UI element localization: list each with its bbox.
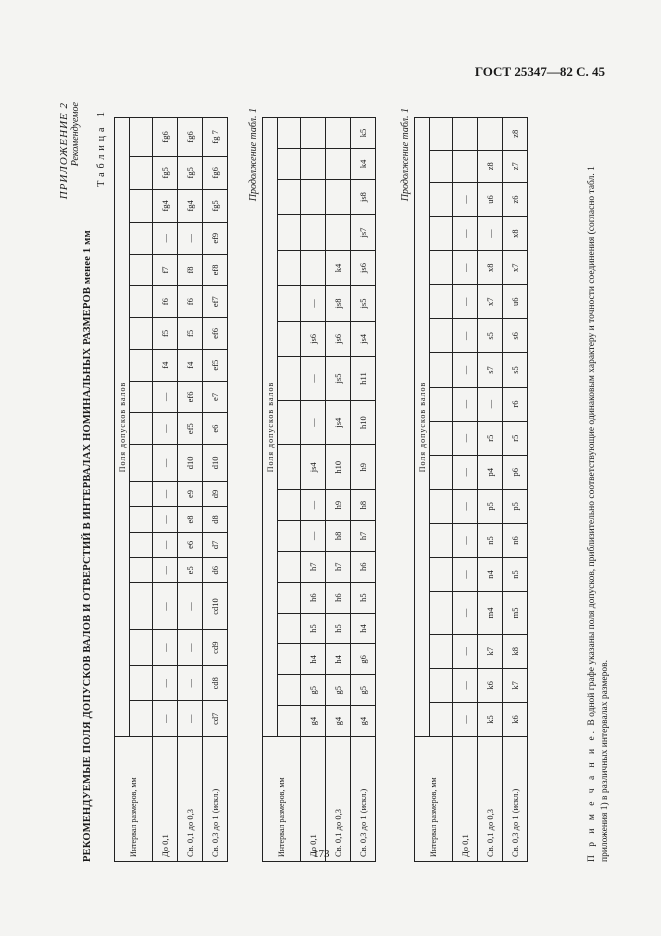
- subcolumn-header: [278, 445, 301, 490]
- tolerance-cell: f5: [153, 318, 178, 350]
- tolerance-cell: f4: [153, 349, 178, 381]
- subcolumn-header: [130, 701, 153, 737]
- tolerance-cell: js4: [326, 400, 351, 445]
- subcolumn-header: [130, 286, 153, 318]
- subcolumn-header: [278, 613, 301, 644]
- tolerance-cell: p4: [478, 455, 503, 489]
- tolerance-cell: —: [453, 421, 478, 455]
- tolerance-cell: [301, 118, 326, 149]
- subcolumn-header: [430, 455, 453, 489]
- tolerance-cell: fg5: [178, 156, 203, 189]
- tolerance-cell: —: [153, 481, 178, 506]
- tolerance-cell: —: [453, 217, 478, 251]
- tolerance-cell: —: [453, 319, 478, 353]
- subcolumn-header: [130, 445, 153, 482]
- gost-header: ГОСТ 25347—82 С. 45: [474, 64, 605, 79]
- tolerance-cell: d7: [203, 532, 228, 557]
- tolerance-cell: —: [153, 381, 178, 413]
- tolerance-cell: —: [301, 400, 326, 445]
- tolerance-cell: js5: [326, 357, 351, 401]
- subcolumn-header: [430, 634, 453, 668]
- table-1: [114, 117, 228, 862]
- tolerance-cell: —: [178, 222, 203, 254]
- subcolumn-header: [130, 349, 153, 381]
- appendix-block: [58, 102, 82, 199]
- tolerance-cell: —: [453, 634, 478, 668]
- tolerance-cell: —: [478, 217, 503, 251]
- tolerance-cell: n5: [478, 523, 503, 557]
- size-interval-header: Интервал размеров, мм: [415, 737, 453, 862]
- subcolumn-header: [278, 520, 301, 551]
- tolerance-cell: z8: [478, 150, 503, 182]
- tolerance-cell: —: [453, 285, 478, 319]
- tolerance-cell: h7: [351, 520, 376, 551]
- subcolumn-header: [130, 381, 153, 413]
- tolerance-cell: n4: [478, 558, 503, 592]
- subcolumn-header: [278, 179, 301, 214]
- tolerance-cell: [478, 118, 503, 151]
- subcolumn-header: [278, 250, 301, 285]
- subcolumn-header: [430, 182, 453, 216]
- subcolumn-header: [278, 148, 301, 179]
- tolerance-cell: fg6: [153, 118, 178, 157]
- tolerance-cell: h6: [326, 582, 351, 613]
- tolerance-cell: z7: [503, 150, 528, 182]
- subcolumn-header: [130, 583, 153, 630]
- row-label: Св. 0,3 до 1 (искл.): [351, 737, 376, 862]
- tolerance-cell: f7: [153, 254, 178, 286]
- tolerance-cell: p5: [503, 489, 528, 523]
- tolerance-cell: —: [153, 583, 178, 630]
- tolerance-cell: —: [453, 455, 478, 489]
- tolerance-cell: g4: [326, 706, 351, 737]
- tolerance-cell: cd7: [203, 701, 228, 737]
- tolerance-cell: h6: [351, 551, 376, 582]
- tolerance-cell: —: [478, 387, 503, 421]
- tolerance-cell: [326, 215, 351, 250]
- tolerance-cell: js4: [351, 321, 376, 356]
- row-label: Св. 0,1 до 0,3: [178, 737, 203, 862]
- size-interval-header: Интервал размеров, мм: [263, 737, 301, 862]
- tolerance-cell: g6: [351, 644, 376, 675]
- table-row: [326, 118, 351, 862]
- subcolumn-header: [430, 319, 453, 353]
- tolerance-cell: d6: [203, 558, 228, 583]
- tolerance-cell: fg4: [153, 189, 178, 222]
- tolerance-cell: x8: [503, 217, 528, 251]
- tolerance-cell: h10: [351, 400, 376, 445]
- tolerance-cell: u6: [478, 182, 503, 216]
- subcolumn-header: [430, 217, 453, 251]
- continuation-label-2: Продолжение табл. 1: [400, 108, 411, 202]
- tolerance-cell: z8: [503, 118, 528, 151]
- main-title: РЕКОМЕНДУЕМЫЕ ПОЛЯ ДОПУСКОВ ВАЛОВ И ОТВЕРСТИЙ В ИНТЕРВАЛАХ НОМИНАЛЬНЫХ РАЗМЕРОВ менее 1 мм: [82, 230, 93, 862]
- tolerance-cell: h5: [326, 613, 351, 644]
- tolerance-cell: —: [301, 520, 326, 551]
- tolerance-cell: x7: [478, 285, 503, 319]
- tolerance-cell: ef5: [203, 349, 228, 381]
- subcolumn-header: [430, 387, 453, 421]
- tolerance-cell: [326, 179, 351, 214]
- appendix-title: ПРИЛОЖЕНИЕ 2: [58, 102, 70, 200]
- tolerance-cell: [326, 148, 351, 179]
- tolerance-cell: —: [301, 286, 326, 321]
- tolerance-cell: k4: [351, 148, 376, 179]
- tolerance-cell: —: [301, 490, 326, 521]
- subcolumn-header: [278, 706, 301, 737]
- tolerance-cell: —: [453, 387, 478, 421]
- subcolumn-header: [278, 118, 301, 149]
- tolerance-cell: x8: [478, 251, 503, 285]
- tolerance-cell: e6: [178, 532, 203, 557]
- tolerance-cell: —: [178, 701, 203, 737]
- tolerance-cell: e6: [203, 413, 228, 445]
- tolerance-cell: g4: [301, 706, 326, 737]
- tolerance-cell: s5: [503, 353, 528, 387]
- subcolumn-header: [430, 150, 453, 182]
- tolerance-cell: p6: [503, 455, 528, 489]
- subcolumn-header: [130, 507, 153, 532]
- tolerance-cell: h4: [301, 644, 326, 675]
- tolerance-cell: k5: [478, 702, 503, 736]
- subcolumn-header: [430, 668, 453, 702]
- continuation-label-1: Продолжение табл. 1: [248, 108, 259, 202]
- subcolumn-header: [130, 318, 153, 350]
- tolerance-cell: —: [453, 353, 478, 387]
- row-label: Св. 0,1 до 0,3: [478, 737, 503, 862]
- size-interval-header: Интервал размеров, мм: [115, 737, 153, 862]
- appendix-subtitle: Рекомендуемое: [70, 102, 81, 167]
- tolerance-cell: [301, 215, 326, 250]
- row-label: Св. 0,3 до 1 (искл.): [503, 737, 528, 862]
- tolerance-cell: js6: [326, 321, 351, 356]
- tolerance-cell: —: [153, 445, 178, 482]
- tolerance-cell: js6: [351, 250, 376, 285]
- subcolumn-header: [430, 702, 453, 736]
- tolerance-cell: h6: [301, 582, 326, 613]
- subcolumn-header: [430, 421, 453, 455]
- tolerance-cell: —: [153, 507, 178, 532]
- tolerance-cell: g4: [351, 706, 376, 737]
- tolerance-cell: r6: [503, 387, 528, 421]
- tolerance-cell: h7: [301, 551, 326, 582]
- table-1-continued-a: [262, 117, 376, 862]
- tolerance-cell: fg5: [153, 156, 178, 189]
- tolerance-cell: f6: [153, 286, 178, 318]
- subcolumn-header: [278, 490, 301, 521]
- tolerance-cell: h10: [326, 445, 351, 490]
- tolerance-cell: h8: [326, 520, 351, 551]
- tolerance-cell: —: [153, 532, 178, 557]
- page-number: 173: [313, 848, 330, 860]
- tolerance-cell: —: [453, 489, 478, 523]
- subcolumn-header: [278, 551, 301, 582]
- tolerance-cell: fg5: [203, 189, 228, 222]
- tolerance-cell: k6: [478, 668, 503, 702]
- tolerance-cell: —: [453, 592, 478, 635]
- tolerance-fields-header: Поля допусков валов: [415, 118, 430, 737]
- table-label: Таблица 1: [96, 108, 107, 187]
- tolerance-cell: cd8: [203, 665, 228, 701]
- tolerance-cell: f6: [178, 286, 203, 318]
- tolerance-cell: js6: [301, 321, 326, 356]
- note-lead: П р и м е ч а н и е.: [587, 727, 597, 862]
- tolerance-cell: [453, 118, 478, 151]
- tolerance-cell: js5: [351, 286, 376, 321]
- tolerance-cell: k5: [351, 118, 376, 149]
- tolerance-cell: r5: [503, 421, 528, 455]
- tolerance-cell: d10: [178, 445, 203, 482]
- table-row: [503, 118, 528, 862]
- subcolumn-header: [430, 523, 453, 557]
- tolerance-cell: e8: [178, 507, 203, 532]
- tolerance-cell: h7: [326, 551, 351, 582]
- subcolumn-header: [278, 357, 301, 401]
- tolerance-cell: h9: [326, 490, 351, 521]
- tolerance-cell: h5: [301, 613, 326, 644]
- tolerance-cell: —: [178, 583, 203, 630]
- tolerance-cell: k4: [326, 250, 351, 285]
- tolerance-cell: [453, 150, 478, 182]
- tolerance-cell: —: [178, 630, 203, 666]
- row-label: До 0,1: [153, 737, 178, 862]
- subcolumn-header: [278, 286, 301, 321]
- subcolumn-header: [130, 254, 153, 286]
- tolerance-cell: [301, 250, 326, 285]
- tolerance-cell: g5: [351, 675, 376, 706]
- subcolumn-header: [430, 489, 453, 523]
- subcolumn-header: [278, 321, 301, 356]
- subcolumn-header: [278, 582, 301, 613]
- tolerance-cell: k8: [503, 634, 528, 668]
- tolerance-cell: p5: [478, 489, 503, 523]
- tolerance-cell: cd9: [203, 630, 228, 666]
- tolerance-cell: ef6: [203, 318, 228, 350]
- tolerance-cell: ef7: [203, 286, 228, 318]
- tolerance-cell: g5: [301, 675, 326, 706]
- tolerance-cell: —: [453, 523, 478, 557]
- tolerance-cell: —: [153, 630, 178, 666]
- subcolumn-header: [130, 665, 153, 701]
- tolerance-cell: n5: [503, 558, 528, 592]
- tolerance-cell: x7: [503, 251, 528, 285]
- subcolumn-header: [430, 353, 453, 387]
- tolerance-fields-header: Поля допусков валов: [263, 118, 278, 737]
- tolerance-cell: h5: [351, 582, 376, 613]
- tolerance-cell: fg 7: [203, 118, 228, 157]
- tolerance-cell: —: [453, 182, 478, 216]
- tolerance-cell: s7: [478, 353, 503, 387]
- tolerance-cell: e7: [203, 381, 228, 413]
- row-label: Св. 0,1 до 0,3: [326, 737, 351, 862]
- tolerance-cell: d10: [203, 445, 228, 482]
- tolerance-cell: fg4: [178, 189, 203, 222]
- table-row: [153, 118, 178, 862]
- tolerance-cell: —: [453, 251, 478, 285]
- subcolumn-header: [430, 118, 453, 151]
- tolerance-cell: h4: [351, 613, 376, 644]
- tolerance-cell: f8: [178, 254, 203, 286]
- note: [586, 122, 612, 862]
- note-text: В одной графе указаны поля допусков, приблизительно соответствующие одинаковым характеру и точности соединения (согласно табл. 1 приложения 1) в различных интервалах размеров.: [587, 166, 610, 862]
- tolerance-cell: —: [453, 702, 478, 736]
- tolerance-cell: k7: [503, 668, 528, 702]
- tolerance-cell: ef5: [178, 413, 203, 445]
- subcolumn-header: [278, 215, 301, 250]
- subcolumn-header: [130, 481, 153, 506]
- tolerance-cell: —: [153, 558, 178, 583]
- tolerance-cell: k7: [478, 634, 503, 668]
- tolerance-cell: fg6: [203, 156, 228, 189]
- tolerance-cell: u6: [503, 285, 528, 319]
- table-row: [478, 118, 503, 862]
- tolerance-cell: f5: [178, 318, 203, 350]
- subcolumn-header: [430, 558, 453, 592]
- subcolumn-header: [130, 222, 153, 254]
- tolerance-cell: h9: [351, 445, 376, 490]
- tolerance-cell: ef9: [203, 222, 228, 254]
- tolerance-cell: e9: [178, 481, 203, 506]
- subcolumn-header: [130, 630, 153, 666]
- tolerance-cell: f4: [178, 349, 203, 381]
- row-label: До 0,1: [453, 737, 478, 862]
- tolerance-cell: js7: [351, 215, 376, 250]
- tolerance-cell: —: [153, 222, 178, 254]
- tolerance-cell: d8: [203, 507, 228, 532]
- tolerance-cell: fg6: [178, 118, 203, 157]
- tolerance-cell: g5: [326, 675, 351, 706]
- rotated-page-content: [58, 102, 618, 862]
- tolerance-cell: d9: [203, 481, 228, 506]
- tolerance-cell: [326, 118, 351, 149]
- tolerance-fields-header: Поля допусков валов: [115, 118, 130, 737]
- subcolumn-header: [278, 675, 301, 706]
- tolerance-cell: n6: [503, 523, 528, 557]
- subcolumn-header: [130, 413, 153, 445]
- tolerance-cell: [301, 148, 326, 179]
- tolerance-cell: —: [153, 665, 178, 701]
- subcolumn-header: [278, 400, 301, 445]
- row-label: Св. 0,3 до 1 (искл.): [203, 737, 228, 862]
- tolerance-cell: r5: [478, 421, 503, 455]
- tolerance-cell: —: [178, 665, 203, 701]
- tolerance-cell: e5: [178, 558, 203, 583]
- tolerance-cell: —: [453, 558, 478, 592]
- tolerance-cell: —: [301, 357, 326, 401]
- tolerance-cell: m4: [478, 592, 503, 635]
- tolerance-cell: z6: [503, 182, 528, 216]
- tolerance-cell: s6: [503, 319, 528, 353]
- table-row: [178, 118, 203, 862]
- tolerance-cell: k6: [503, 702, 528, 736]
- tolerance-cell: h8: [351, 490, 376, 521]
- subcolumn-header: [430, 285, 453, 319]
- table-row: [453, 118, 478, 862]
- subcolumn-header: [130, 189, 153, 222]
- tolerance-cell: js4: [301, 445, 326, 490]
- subcolumn-header: [130, 532, 153, 557]
- tolerance-cell: —: [153, 701, 178, 737]
- tolerance-cell: —: [153, 413, 178, 445]
- subcolumn-header: [130, 558, 153, 583]
- tolerance-cell: ef6: [178, 381, 203, 413]
- tolerance-cell: js8: [326, 286, 351, 321]
- tolerance-cell: js8: [351, 179, 376, 214]
- tolerance-cell: ef8: [203, 254, 228, 286]
- tolerance-cell: cd10: [203, 583, 228, 630]
- subcolumn-header: [430, 592, 453, 635]
- row-label: До 0,1: [301, 737, 326, 862]
- subcolumn-header: [430, 251, 453, 285]
- table-row: [301, 118, 326, 862]
- subcolumn-header: [130, 118, 153, 157]
- tolerance-cell: s5: [478, 319, 503, 353]
- subcolumn-header: [278, 644, 301, 675]
- subcolumn-header: [130, 156, 153, 189]
- table-1-continued-b: [414, 117, 528, 862]
- tolerance-cell: —: [453, 668, 478, 702]
- table-row: [203, 118, 228, 862]
- tolerance-cell: [301, 179, 326, 214]
- tolerance-cell: h11: [351, 357, 376, 401]
- tolerance-cell: m5: [503, 592, 528, 635]
- table-row: [351, 118, 376, 862]
- tolerance-cell: h4: [326, 644, 351, 675]
